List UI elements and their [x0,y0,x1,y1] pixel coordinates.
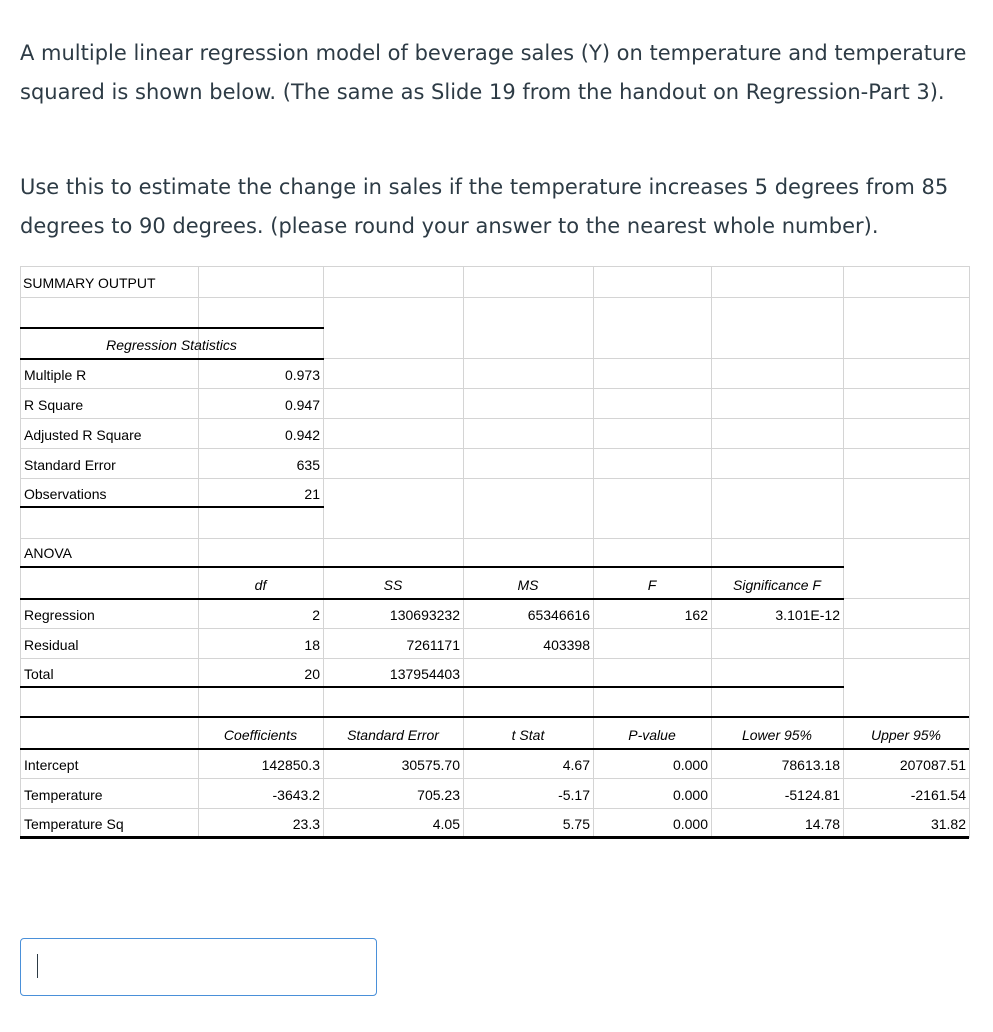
anova-header-df: df [254,577,267,593]
anova-ss: 130693232 [389,607,460,623]
coef-t-stat: -5.17 [558,787,590,803]
anova-row-label: Total [24,666,54,682]
coef-value: 142850.3 [261,757,320,773]
stat-value: 0.947 [284,397,320,413]
coef-upper-95: 31.82 [930,816,966,832]
coef-value: 23.3 [292,816,320,832]
stat-value: 0.973 [284,367,320,383]
anova-df: 20 [304,666,320,682]
coef-header-standard-error: Standard Error [347,727,439,743]
coef-standard-error: 705.23 [417,787,460,803]
stat-label: Observations [24,486,107,502]
coef-row-label: Temperature Sq [24,816,124,832]
anova-df: 2 [312,607,320,623]
anova-header-ss: SS [383,577,403,593]
coef-upper-95: -2161.54 [910,787,966,803]
stat-value: 21 [304,486,320,502]
anova-row-label: Residual [24,637,79,653]
question-paragraph-1: A multiple linear regression model of beverage sales (Y) on temperature and temperature squared is shown below. (The same as Slide 19 from the handout on Regression-Part 3). [20,41,967,104]
coef-p-value: 0.000 [672,816,708,832]
coef-lower-95: 14.78 [804,816,840,832]
anova-header-ms: MS [517,577,539,593]
stat-label: Multiple R [24,367,87,383]
anova-ms: 403398 [543,637,590,653]
coef-lower-95: -5124.81 [784,787,840,803]
stat-value: 0.942 [284,427,320,443]
coef-header-coefficients: Coefficients [223,727,298,743]
coef-lower-95: 78613.18 [781,757,840,773]
anova-significance-f: 3.101E-12 [775,607,840,623]
coef-t-stat: 5.75 [562,816,590,832]
regression-statistics-header: Regression Statistics [106,337,237,353]
stat-value: 635 [296,457,320,473]
stat-label: Standard Error [24,457,116,473]
coef-header-lower-95: Lower 95% [741,727,813,743]
coef-row-label: Intercept [24,757,79,773]
coef-standard-error: 30575.70 [401,757,460,773]
coef-upper-95: 207087.51 [899,757,966,773]
coef-t-stat: 4.67 [562,757,590,773]
stat-label: R Square [24,397,84,413]
coef-header-upper-95: Upper 95% [870,727,942,743]
coef-value: -3643.2 [272,787,320,803]
coef-p-value: 0.000 [672,787,708,803]
anova-ss: 137954403 [389,666,460,682]
anova-f: 162 [684,607,708,623]
anova-title: ANOVA [24,545,72,561]
anova-df: 18 [304,637,320,653]
anova-header-significance-f: Significance F [733,577,821,593]
anova-ss: 7261171 [406,637,460,653]
anova-ms: 65346616 [527,607,590,623]
text-caret [37,954,38,978]
coef-header-t-stat: t Stat [511,727,545,743]
coef-header-p-value: P-value [628,727,676,743]
summary-output-title: SUMMARY OUTPUT [23,275,156,291]
coef-row-label: Temperature [24,787,103,803]
anova-header-f: F [647,577,657,593]
coef-p-value: 0.000 [672,757,708,773]
question-paragraph-2: Use this to estimate the change in sales if the temperature increases 5 degrees from 85 degrees to 90 degrees. (please round your answer to the nearest whole number). [20,175,949,238]
answer-input[interactable] [20,938,377,996]
anova-row-label: Regression [24,607,95,623]
stat-label: Adjusted R Square [24,427,142,443]
coef-standard-error: 4.05 [432,816,460,832]
